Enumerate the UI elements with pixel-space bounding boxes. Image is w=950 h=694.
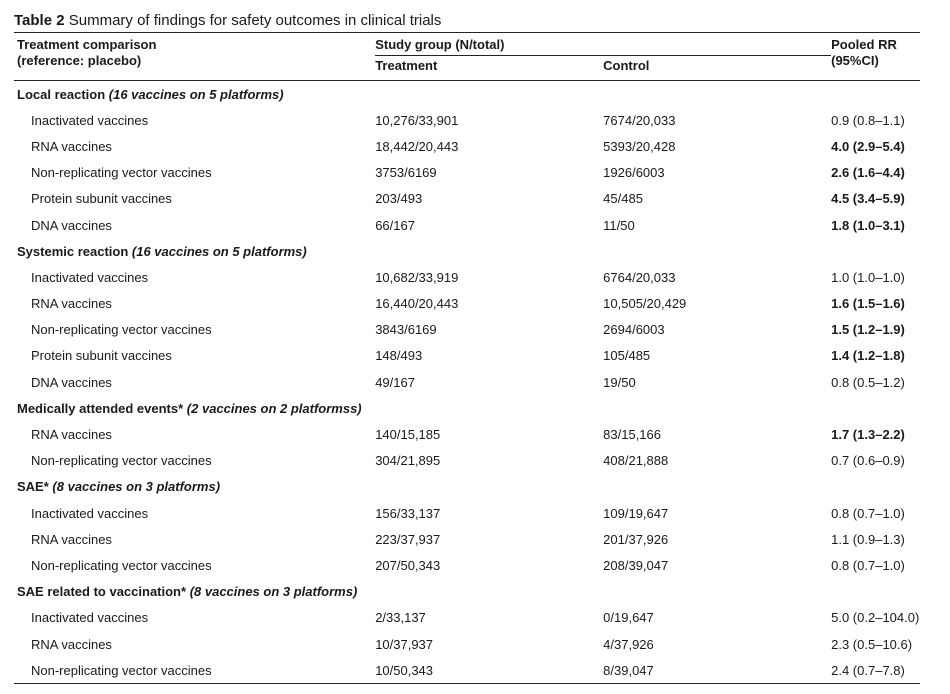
control-cell: 6764/20,033 (603, 269, 676, 285)
pooled-rr-cell: 2.3 (0.5–10.6) (831, 636, 913, 652)
treatment-cell: 10/50,343 (375, 662, 434, 678)
vaccine-name-cell: Inactivated vaccines (31, 505, 149, 521)
table-row (14, 369, 920, 395)
control-cell: 7674/20,033 (603, 112, 676, 128)
treatment-cell: 203/493 (375, 191, 423, 207)
vaccine-name-cell: DNA vaccines (31, 374, 112, 390)
section-row (14, 579, 920, 605)
treatment-cell: 2/33,137 (375, 610, 426, 626)
treatment-cell: 3753/6169 (375, 165, 437, 181)
section-title (14, 81, 920, 108)
control-cell: 83/15,166 (603, 427, 661, 443)
table-row (14, 657, 920, 684)
control-cell: 0/19,647 (603, 610, 654, 626)
header-comparison (14, 33, 375, 81)
section-title-text: SAE* (17, 479, 49, 495)
section-subtitle: (8 vaccines on 3 platforms) (52, 479, 221, 495)
section-subtitle: (8 vaccines on 3 platforms) (189, 584, 358, 600)
pooled-rr-cell: 4.5 (3.4–5.9) (831, 191, 905, 207)
table-row (14, 526, 920, 552)
pooled-rr-cell: 1.5 (1.2–1.9) (831, 322, 905, 338)
section-title (14, 579, 920, 605)
table-row (14, 107, 920, 133)
safety-outcomes-table (14, 32, 920, 684)
treatment-cell: 223/37,937 (375, 531, 441, 547)
pooled-rr-cell: 1.7 (1.3–2.2) (831, 427, 905, 443)
pooled-rr-cell: 1.6 (1.5–1.6) (831, 296, 905, 312)
treatment-cell: 18,442/20,443 (375, 138, 459, 154)
treatment-cell: 304/21,895 (375, 453, 441, 469)
control-cell: 2694/6003 (603, 322, 665, 338)
header-comparison-line1: Treatment comparison (17, 37, 157, 52)
vaccine-name-cell: DNA vaccines (31, 217, 112, 233)
vaccine-name-cell: RNA vaccines (31, 531, 112, 547)
table-container (14, 0, 944, 684)
section-title-text: Local reaction (17, 86, 106, 102)
section-row (14, 238, 920, 264)
section-subtitle: (2 vaccines on 2 platformss) (186, 400, 362, 416)
treatment-cell: 3843/6169 (375, 322, 437, 338)
header-pooled-rr (831, 33, 920, 81)
header-pooled-line1: Pooled RR (831, 37, 897, 52)
pooled-rr-cell: 5.0 (0.2–104.0) (831, 610, 920, 626)
header-study-group: Study group (N/total) (375, 33, 831, 56)
section-title (14, 395, 920, 421)
pooled-rr-cell: 0.8 (0.7–1.0) (831, 557, 905, 573)
vaccine-name-cell: RNA vaccines (31, 138, 112, 154)
table-row (14, 343, 920, 369)
pooled-rr-cell: 0.8 (0.5–1.2) (831, 374, 905, 390)
control-cell: 45/485 (603, 191, 643, 207)
control-cell: 4/37,926 (603, 636, 654, 652)
vaccine-name-cell: Non-replicating vector vaccines (31, 165, 212, 181)
vaccine-name-cell: Non-replicating vector vaccines (31, 557, 212, 573)
treatment-cell: 49/167 (375, 374, 415, 390)
control-cell: 109/19,647 (603, 505, 669, 521)
vaccine-name-cell: RNA vaccines (31, 636, 112, 652)
pooled-rr-cell: 1.8 (1.0–3.1) (831, 217, 905, 233)
section-subtitle: (16 vaccines on 5 platforms) (131, 243, 307, 259)
control-cell: 19/50 (603, 374, 636, 390)
treatment-cell: 10,276/33,901 (375, 112, 459, 128)
vaccine-name-cell: Inactivated vaccines (31, 112, 149, 128)
control-cell: 105/485 (603, 348, 651, 364)
control-cell: 8/39,047 (603, 662, 654, 678)
pooled-rr-cell: 0.7 (0.6–0.9) (831, 453, 905, 469)
table-row (14, 133, 920, 159)
table-row (14, 552, 920, 578)
table-row (14, 291, 920, 317)
pooled-rr-cell: 2.4 (0.7–7.8) (831, 662, 905, 678)
table-row (14, 160, 920, 186)
table-caption (14, 0, 944, 32)
table-row (14, 186, 920, 212)
section-title-text: Systemic reaction (17, 243, 129, 259)
header-comparison-line2: (reference: placebo) (17, 53, 142, 68)
section-row (14, 395, 920, 421)
table-row (14, 605, 920, 631)
section-subtitle: (16 vaccines on 5 platforms) (108, 86, 284, 102)
vaccine-name-cell: Protein subunit vaccines (31, 348, 172, 364)
header-treatment: Treatment (375, 58, 438, 73)
header-control: Control (603, 58, 650, 73)
table-row (14, 500, 920, 526)
table-caption-label: Table 2 (14, 12, 65, 29)
treatment-cell: 148/493 (375, 348, 423, 364)
treatment-cell: 66/167 (375, 217, 415, 233)
section-row (14, 474, 920, 500)
treatment-cell: 16,440/20,443 (375, 296, 459, 312)
vaccine-name-cell: Non-replicating vector vaccines (31, 453, 212, 469)
table-row (14, 317, 920, 343)
table-row (14, 631, 920, 657)
treatment-cell: 10/37,937 (375, 636, 434, 652)
control-cell: 10,505/20,429 (603, 296, 687, 312)
pooled-rr-cell: 0.8 (0.7–1.0) (831, 505, 905, 521)
pooled-rr-cell: 0.9 (0.8–1.1) (831, 112, 905, 128)
header-pooled-line2: (95%CI) (831, 53, 879, 68)
control-cell: 201/37,926 (603, 531, 669, 547)
vaccine-name-cell: RNA vaccines (31, 296, 112, 312)
table-row (14, 448, 920, 474)
vaccine-name-cell: Inactivated vaccines (31, 269, 149, 285)
table-caption-text: Summary of findings for safety outcomes in clinical trials (68, 12, 442, 29)
vaccine-name-cell: Inactivated vaccines (31, 610, 149, 626)
control-cell: 5393/20,428 (603, 138, 676, 154)
table-row (14, 212, 920, 238)
section-title-text: Medically attended events* (17, 400, 184, 416)
pooled-rr-cell: 4.0 (2.9–5.4) (831, 138, 905, 154)
section-title (14, 474, 920, 500)
table-row (14, 264, 920, 290)
control-cell: 208/39,047 (603, 557, 669, 573)
pooled-rr-cell: 1.1 (0.9–1.3) (831, 531, 905, 547)
vaccine-name-cell: RNA vaccines (31, 427, 112, 443)
control-cell: 408/21,888 (603, 453, 669, 469)
vaccine-name-cell: Protein subunit vaccines (31, 191, 172, 207)
treatment-cell: 140/15,185 (375, 427, 441, 443)
section-title (14, 238, 920, 264)
control-cell: 11/50 (603, 217, 635, 233)
section-row (14, 81, 920, 108)
treatment-cell: 156/33,137 (375, 505, 441, 521)
header-row-1 (14, 33, 920, 56)
table-row (14, 421, 920, 447)
table-body (14, 81, 920, 684)
vaccine-name-cell: Non-replicating vector vaccines (31, 322, 212, 338)
treatment-cell: 207/50,343 (375, 557, 441, 573)
section-title-text: SAE related to vaccination* (17, 584, 187, 600)
pooled-rr-cell: 2.6 (1.6–4.4) (831, 165, 905, 181)
pooled-rr-cell: 1.0 (1.0–1.0) (831, 269, 905, 285)
vaccine-name-cell: Non-replicating vector vaccines (31, 662, 212, 678)
pooled-rr-cell: 1.4 (1.2–1.8) (831, 348, 905, 364)
control-cell: 1926/6003 (603, 165, 665, 181)
treatment-cell: 10,682/33,919 (375, 269, 459, 285)
